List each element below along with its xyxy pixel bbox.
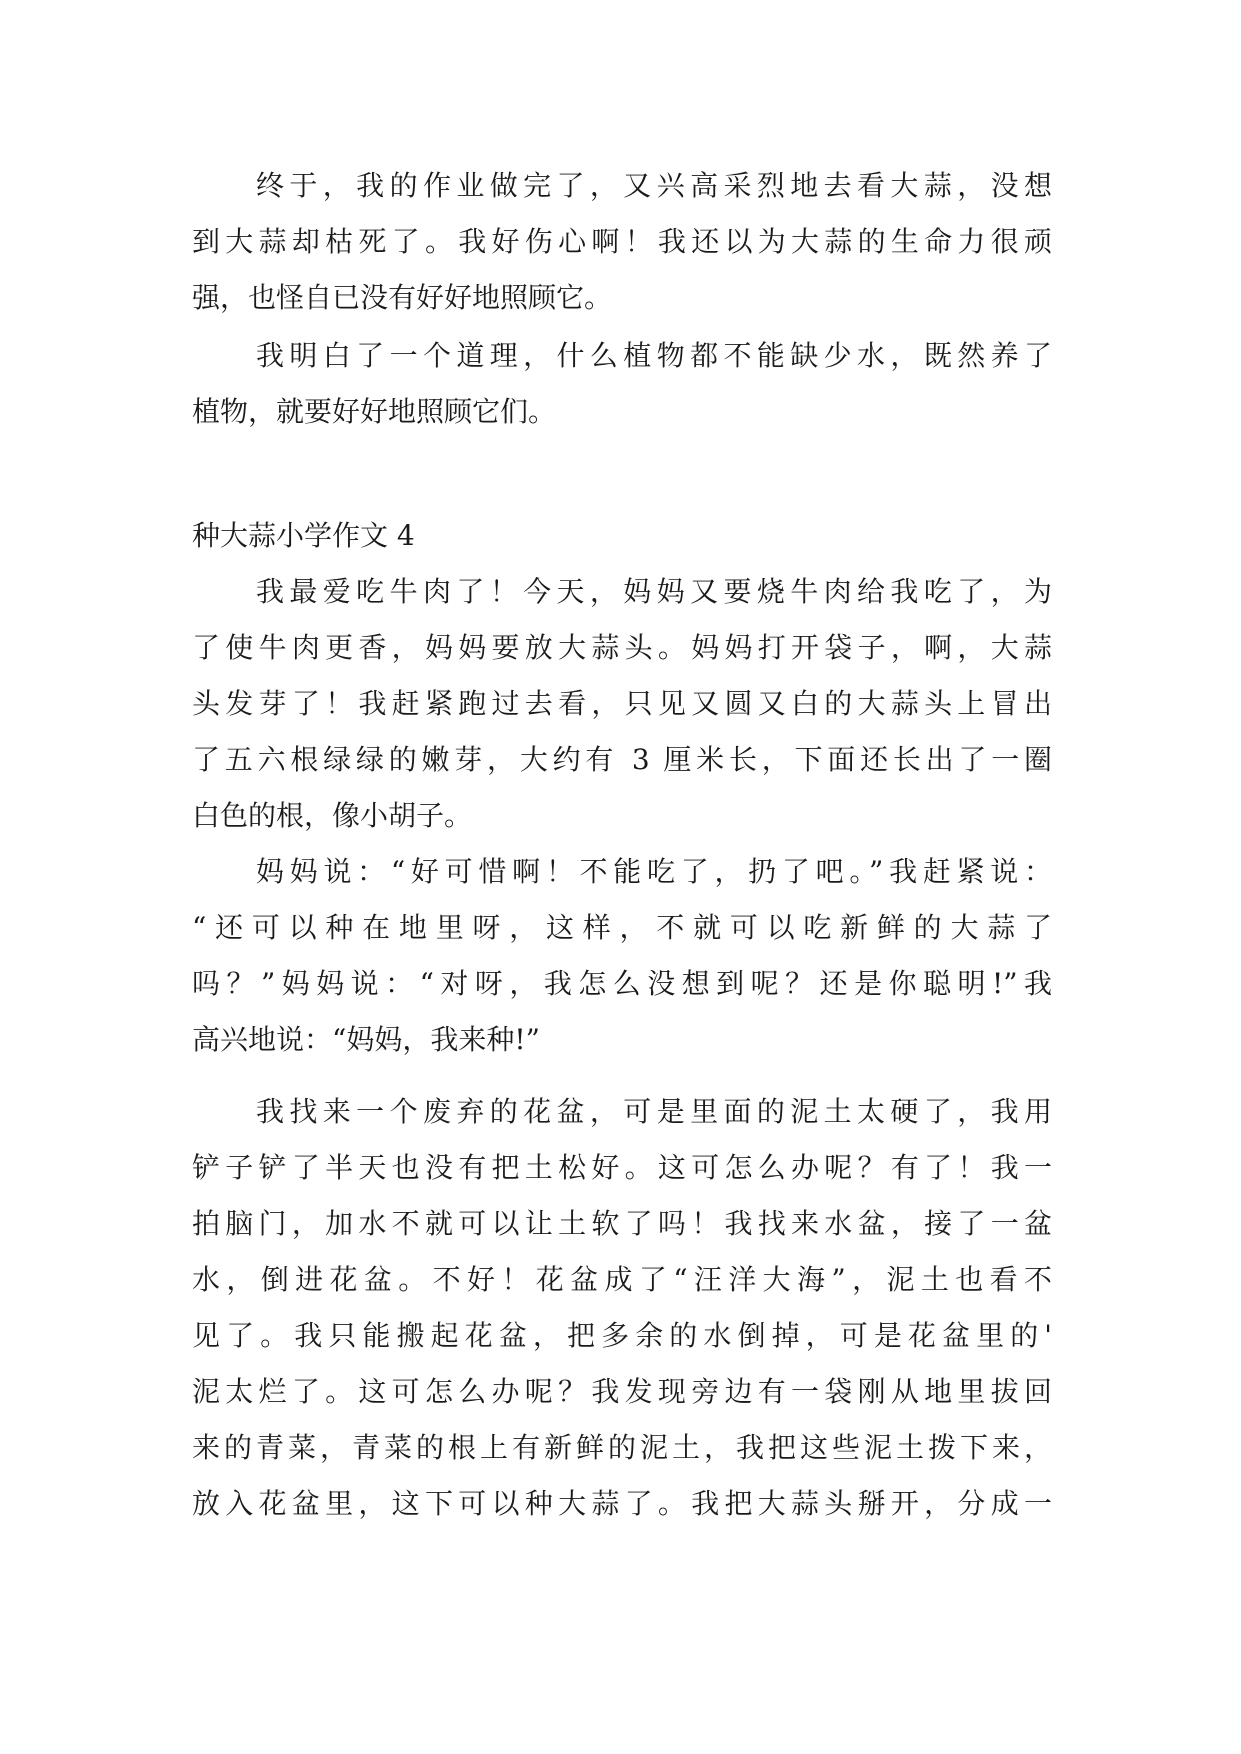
paragraph-line: 我找来一个废弃的花盆，可是里面的泥土太硬了，我用 bbox=[256, 1095, 1052, 1128]
paragraph-line: 来的青菜，青菜的根上有新鲜的泥土，我把这些泥土拨下来， bbox=[192, 1431, 1052, 1464]
section-heading: 种大蒜小学作文 4 bbox=[192, 519, 415, 552]
paragraph-line: 妈妈说：“好可惜啊！不能吃了，扔了吧。”我赶紧说： bbox=[256, 855, 1052, 888]
paragraph-line: 铲子铲了半天也没有把土松好。这可怎么办呢？有了！我一 bbox=[192, 1151, 1052, 1184]
paragraph-line: 终于，我的作业做完了，又兴高采烈地去看大蒜，没想 bbox=[256, 169, 1052, 202]
paragraph-line: 水，倒进花盆。不好！花盆成了“汪洋大海”，泥土也看不 bbox=[192, 1263, 1052, 1296]
paragraph-line: 了五六根绿绿的嫩芽，大约有 3 厘米长，下面还长出了一圈 bbox=[192, 743, 1052, 776]
paragraph-line: 白色的根，像小胡子。 bbox=[192, 799, 473, 832]
paragraph-line: 头发芽了！我赶紧跑过去看，只见又圆又白的大蒜头上冒出 bbox=[192, 687, 1052, 720]
paragraph-line: 见了。我只能搬起花盆，把多余的水倒掉，可是花盆里的' bbox=[192, 1319, 1052, 1352]
paragraph-line: 放入花盆里，这下可以种大蒜了。我把大蒜头掰开，分成一 bbox=[192, 1487, 1052, 1520]
paragraph-line: 吗？”妈妈说：“对呀，我怎么没想到呢？还是你聪明!”我 bbox=[192, 967, 1052, 1000]
paragraph-line: 植物，就要好好地照顾它们。 bbox=[192, 395, 557, 428]
paragraph-line: 我最爱吃牛肉了！今天，妈妈又要烧牛肉给我吃了，为 bbox=[256, 575, 1052, 608]
paragraph-line: 拍脑门，加水不就可以让土软了吗！我找来水盆，接了一盆 bbox=[192, 1207, 1052, 1240]
paragraph-line: 泥太烂了。这可怎么办呢？我发现旁边有一袋刚从地里拔回 bbox=[192, 1375, 1052, 1408]
paragraph-line: 强，也怪自已没有好好地照顾它。 bbox=[192, 281, 613, 314]
paragraph-line: 到大蒜却枯死了。我好伤心啊！我还以为大蒜的生命力很顽 bbox=[192, 225, 1052, 258]
paragraph-line: 了使牛肉更香，妈妈要放大蒜头。妈妈打开袋子，啊，大蒜 bbox=[192, 631, 1052, 664]
paragraph-line: “还可以种在地里呀，这样，不就可以吃新鲜的大蒜了 bbox=[192, 911, 1052, 944]
paragraph-line: 高兴地说：“妈妈，我来种!” bbox=[192, 1023, 540, 1056]
paragraph-line: 我明白了一个道理，什么植物都不能缺少水，既然养了 bbox=[256, 339, 1052, 372]
